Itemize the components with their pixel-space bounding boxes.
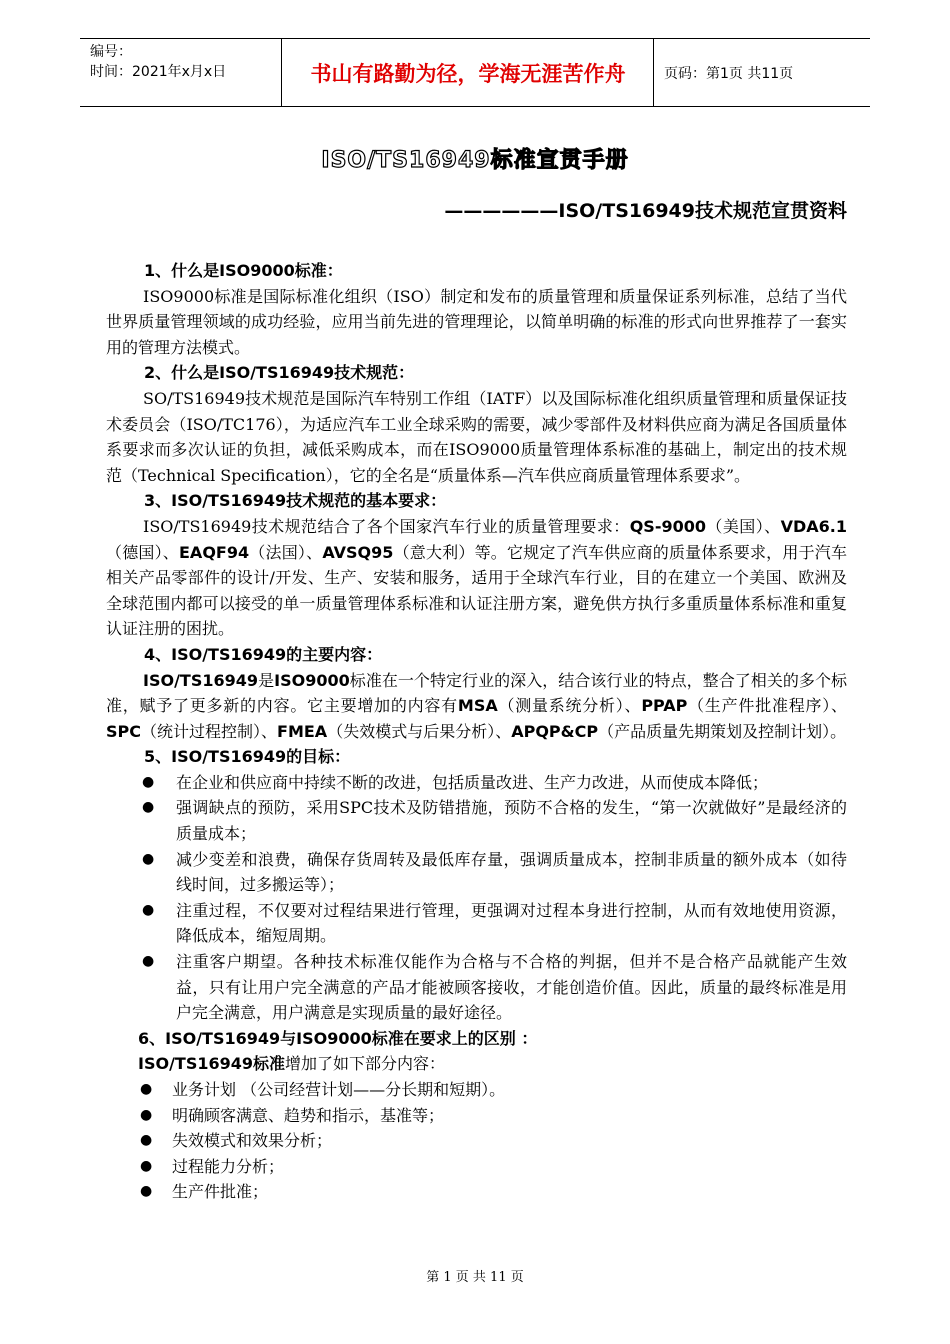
text-run: （生产件批准程序）、 [687,696,847,716]
bold-term: SPC [106,721,141,741]
section-heading: 3、ISO/TS16949技术规范的基本要求： [144,491,447,511]
bullet-icon: ● [142,799,155,816]
bullet-icon: ● [142,901,155,918]
text-run: （测量系统分析）、 [497,696,642,716]
text-run: （美国）、 [706,516,781,536]
bullet-icon: ● [140,1183,153,1200]
list-item [106,898,847,949]
text-run: 标准在一个特定行业的深入，结合该行业的特点，整合了相关的多个标准，赋予了更多新的内容。它主要增加的内容有 [106,670,847,716]
date-label: 时间：2021年x月x日 [90,64,227,80]
section-heading: 2、什么是ISO/TS16949技术规范： [144,363,415,383]
bullet-icon: ● [142,773,155,790]
bullet-icon: ● [142,953,155,970]
list-item [106,1154,847,1180]
bullet-icon: ● [140,1157,153,1174]
section-paragraph: ISO9000标准是国际标准化组织（ISO）制定和发布的质量管理和质量保证系列标准，总结了当代世界质量管理领域的成功经验，应用当前先进的管理理论，以简单明确的标准的形式向世界推荐了一套实用的管理方法模式。 [106,286,847,357]
header-page-label: 页码：第1页 共11页 [664,65,794,82]
page-footer: 第 1 页 共 11 页 [426,1270,524,1285]
text-run: 增加了如下部分内容： [285,1054,446,1074]
document-title: ISO/TS16949标准宣贯手册 [321,148,629,173]
bold-term: EAQF94 [179,542,250,562]
section-heading: 5、ISO/TS16949的目标： [144,747,351,767]
bullet-icon: ● [142,850,155,867]
bold-term: VDA6.1 [780,516,847,536]
list-item [106,1103,847,1129]
bullet-icon: ● [140,1132,153,1149]
text-run: ISO/TS16949技术规范结合了各个国家汽车行业的质量管理要求： [143,516,630,536]
document-body [106,258,847,1205]
text-run: （意大利）等。它规定了汽车供应商的质量体系要求，用于汽车相关产品零部件的设计/开发、生产、安装和服务，适用于全球汽车行业，目的在建立一个美国、欧洲及全球范围内都可以接受的单一质量管理体系标准和认证注册方案，避免供方执行多重质量体系标准和重复认证注册的困扰。 [106,542,847,639]
bold-term: ISO/TS16949 [143,670,259,690]
list-item [106,1179,847,1205]
list-item-text: 减少变差和浪费，确保存货周转及最低库存量，强调质量成本，控制非质量的额外成本（如待线时间，过多搬运等）； [176,849,847,895]
section-paragraph [106,514,847,642]
bold-term: QS-9000 [629,516,706,536]
bold-term: PPAP [641,696,688,716]
text-run: （统计过程控制）、 [141,721,278,741]
text-run: （德国）、 [106,542,179,562]
list-item [106,1077,847,1103]
bold-term: ISO9000 [274,670,350,690]
bullet-icon: ● [140,1081,153,1097]
section-heading: 6、ISO/TS16949与ISO9000标准在要求上的区别 ： [138,1028,538,1048]
list-item [106,1128,847,1154]
document-subtitle: ——————ISO/TS16949技术规范宣贯资料 [444,200,847,222]
header-meta [90,42,226,82]
list-item [106,795,847,846]
list-item-text: 在企业和供应商中持续不断的改进，包括质量改进、生产力改进，从而使成本降低； [176,772,769,792]
section-heading: 1、什么是ISO9000标准： [144,261,343,280]
list-item [106,949,847,1026]
list-item [106,847,847,898]
text-run: （产品质量先期策划及控制计划）。 [598,721,847,741]
bullet-icon: ● [140,1106,153,1123]
bold-term: AVSQ95 [322,542,394,562]
bold-term: FMEA [277,721,328,741]
list-item-text: 失效模式和效果分析； [172,1131,333,1151]
bold-term: MSA [457,696,498,716]
list-item-text: 过程能力分析； [172,1156,285,1176]
list-item-text: 生产件批准； [172,1182,269,1202]
list-item-text: 注重客户期望。各种技术标准仅能作为合格与不合格的判据，但并不是合格产品就能产生效益，只有让用户完全满意的产品才能被顾客接收，才能创造价值。因此，质量的最终标准是用户完全满意，用户满意是实现质量的最好途径。 [176,952,847,1023]
code-label: 编号： [90,44,132,60]
bold-term: APQP&CP [511,721,599,741]
section-paragraph [106,668,847,745]
section-heading: 4、ISO/TS16949的主要内容： [144,644,383,664]
list-item-text: 业务计划 （公司经营计划——分长期和短期）。 [172,1080,506,1099]
section-paragraph: SO/TS16949技术规范是国际汽车特别工作组（IATF）以及国际标准化组织质量管理和质量保证技术委员会（ISO/TC176），为适应汽车工业全球采购的需要，减少零部件及材料供应商为满足各国质量体系要求而多次认证的负担，减低采购成本，而在ISO9000质量管理体系标准的基础上，制定出的技术规范（Technical Specification），它的全名是“质量体系—汽车供应商质量管理体系要求”。 [106,388,847,485]
text-run: 是 [258,670,275,690]
list-item [106,770,847,796]
header-table [80,38,870,107]
section-lead [106,1051,847,1077]
text-run: （失效模式与后果分析）、 [327,721,512,741]
bold-term: ISO/TS16949标准 [138,1054,286,1074]
header-motto: 书山有路勤为径，学海无涯苦作舟 [310,61,626,86]
header-divider [281,39,282,106]
list-item-text: 强调缺点的预防，采用SPC技术及防错措施，预防不合格的发生，“第一次就做好”是最经济的质量成本； [176,798,847,844]
list-item-text: 明确顾客满意、趋势和指示，基准等； [172,1105,445,1125]
header-divider [653,39,654,106]
text-run: （法国）、 [249,542,323,562]
list-item-text: 注重过程，不仅要对过程结果进行管理，更强调对过程本身进行控制，从而有效地使用资源，降低成本，缩短周期。 [176,900,847,946]
